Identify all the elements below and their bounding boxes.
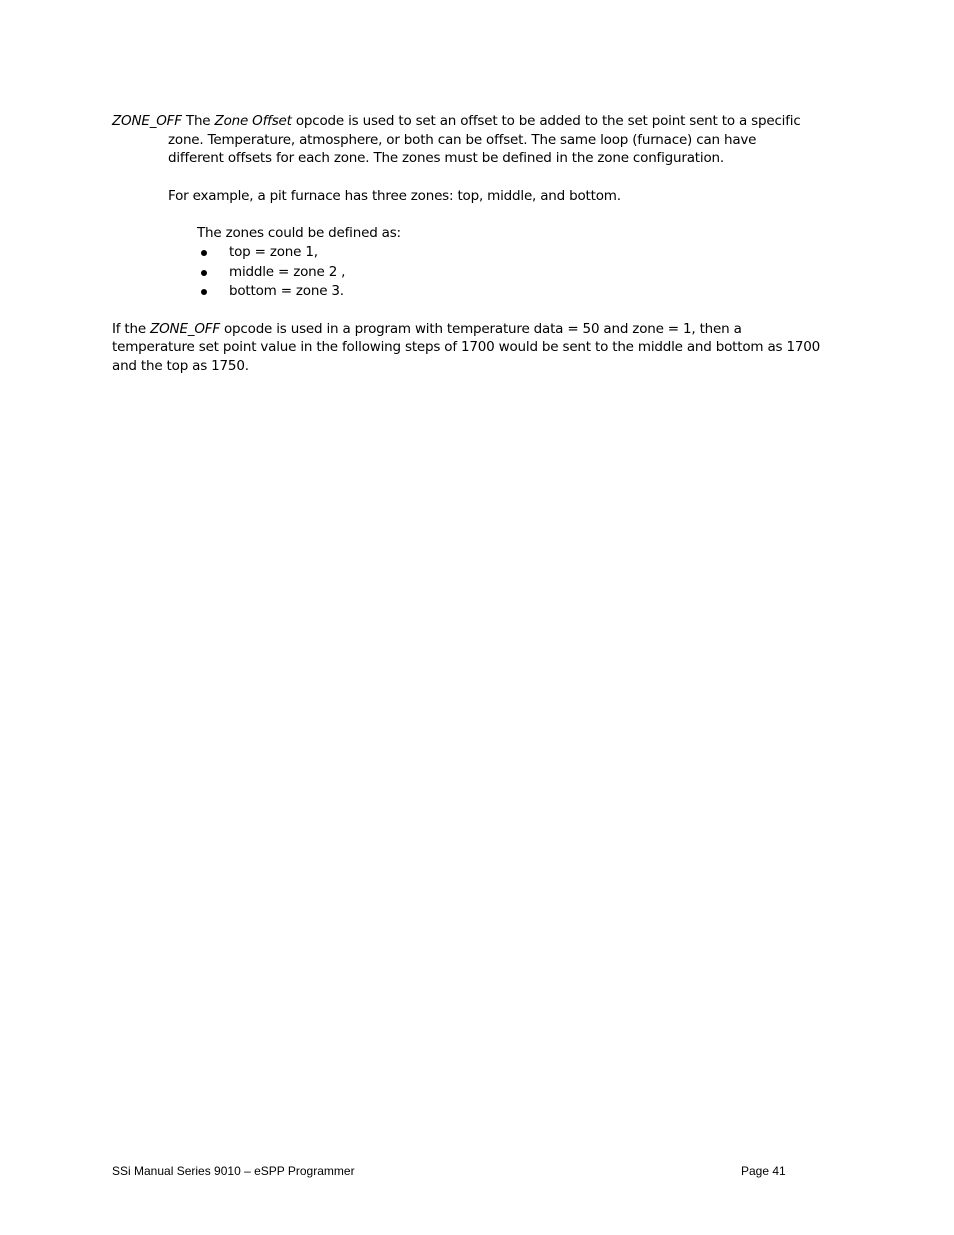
zone-off-line-2: zone. Temperature, atmosphere, or both can be offset. The same loop (furnace) can have: [168, 132, 757, 148]
zone-off-line-1-rest: opcode is used to set an offset to be added to the set point sent to a specific: [291, 113, 801, 129]
zone-item-text: middle = zone 2 ,: [229, 263, 346, 280]
bullet-icon: [201, 250, 207, 256]
zone-item-text: bottom = zone 3.: [229, 283, 344, 299]
result-line-3: and the top as 1750.: [112, 358, 249, 374]
list-item: [197, 263, 345, 283]
zone-list: [197, 243, 345, 302]
result-line-1: [112, 320, 742, 339]
zone-off-line-3: different offsets for each zone. The zones must be defined in the zone configuration.: [168, 150, 724, 166]
list-item: [197, 243, 345, 263]
result-line-1-rest: opcode is used in a program with temperature data = 50 and zone = 1, then a: [219, 321, 742, 337]
result-line-2: temperature set point value in the following steps of 1700 would be sent to the middle and bottom as 1700: [112, 339, 821, 355]
bullet-icon: [201, 270, 207, 276]
result-zone-off-term: ZONE_OFF: [150, 321, 220, 337]
example-sentence: For example, a pit furnace has three zones: top, middle, and bottom.: [168, 188, 621, 204]
footer-page-number: Page 41: [741, 1164, 786, 1178]
result-prefix: If the: [112, 321, 151, 337]
zone-offset-opcode-name: Zone Offset: [214, 113, 292, 129]
zone-item-text: top = zone 1,: [229, 244, 318, 260]
zone-off-term: ZONE_OFF: [112, 113, 182, 129]
list-item: [197, 282, 345, 302]
zone-off-intro: The: [181, 113, 215, 129]
footer-title: SSi Manual Series 9010 – eSPP Programmer: [112, 1164, 355, 1178]
bullet-icon: [201, 289, 207, 295]
zones-intro: The zones could be defined as:: [197, 225, 401, 241]
zone-off-line-1: [112, 112, 801, 131]
